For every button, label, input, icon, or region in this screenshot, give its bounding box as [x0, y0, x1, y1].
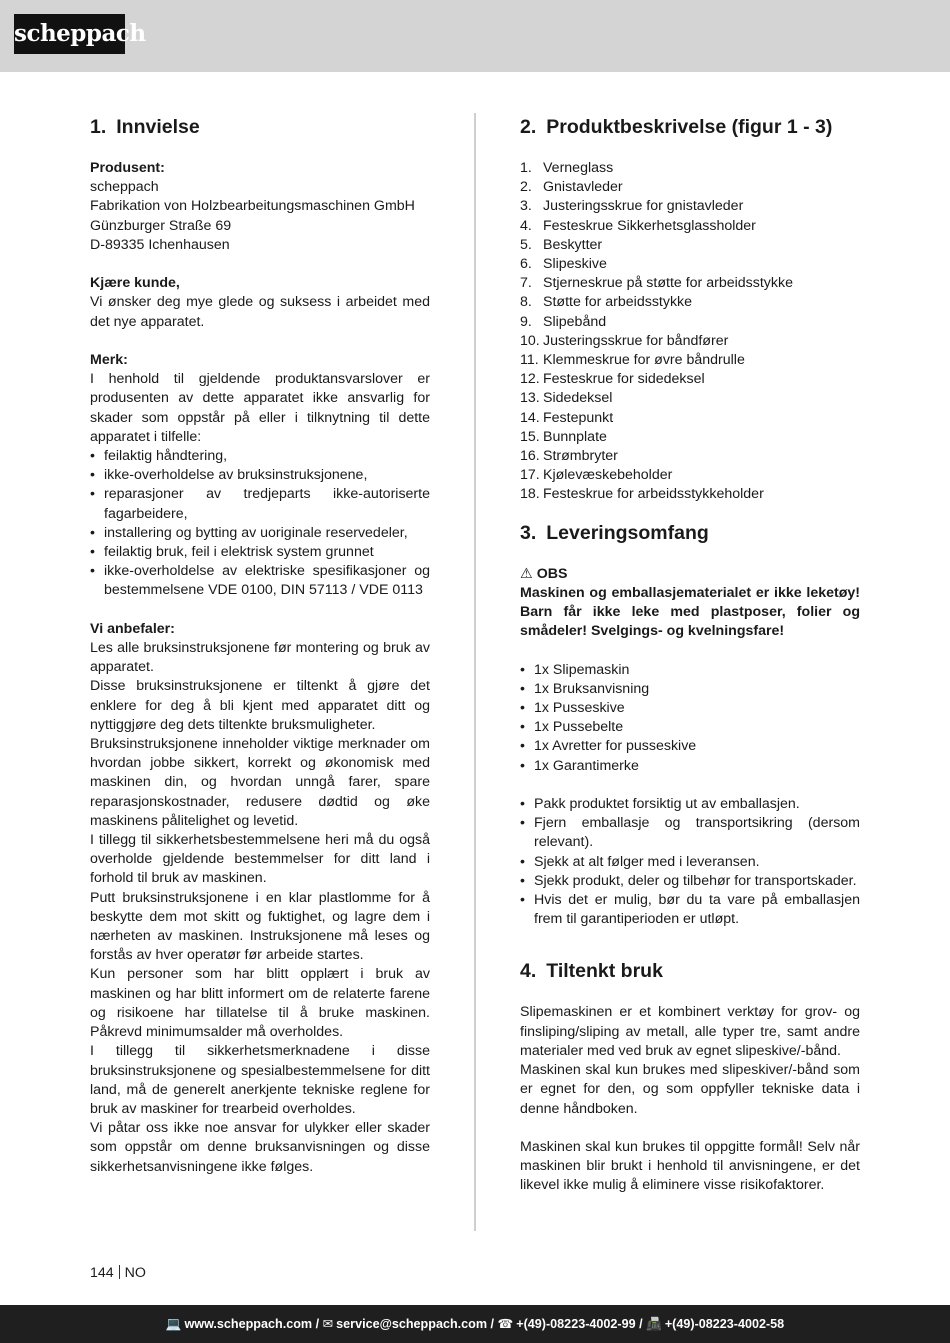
obs-text: Maskinen og emballasjematerialet er ikke leketøy! Barn får ikke leke med plastposer, folier og smådeler! Svelgings- og kvelningsfare!: [520, 584, 860, 640]
list-item: • 1x Bruksanvisning: [520, 680, 860, 699]
list-item: 7. Stjerneskrue på støtte for arbeidsstykke: [520, 275, 793, 292]
page-separator: [119, 1265, 120, 1279]
list-item: • reparasjoner av tredjeparts ikke-autoriserte fagarbeidere,: [90, 485, 430, 523]
column-divider: [474, 113, 476, 1231]
computer-icon: 💻: [165, 1317, 182, 1331]
list-item: • 1x Pussebelte: [520, 718, 860, 737]
list-item: • 1x Pusseskive: [520, 699, 860, 718]
recommend-paragraph: Bruksinstruksjonene inneholder viktige merknader om hvordan jobbe sikkert, korrekt og økonomisk med maskinen din, og hvordan unngå farer, spare reparasjonskostnader, redusere dødtid og øke maskinens pålitelighet og levetid.: [90, 736, 430, 829]
list-item: 3. Justeringsskrue for gnistavleder: [520, 198, 744, 215]
list-item: • 1x Avretter for pusseskive: [520, 737, 860, 756]
list-item: • ikke-overholdelse av elektriske spesifikasjoner og bestemmelsene VDE 0100, DIN 57113 / VDE 0113: [90, 562, 430, 600]
list-item: • ikke-overholdelse av bruksinstruksjonene,: [90, 466, 430, 485]
producer-address: scheppach Fabrikation von Holzbearbeitungsmaschinen GmbH Günzburger Straße 69 D-89335 Ichenhausen: [90, 179, 415, 253]
right-column: [520, 113, 860, 1196]
list-item: 18. Festeskrue for arbeidsstykkeholder: [520, 486, 764, 503]
scheppach-logo: scheppach: [14, 14, 125, 54]
list-item: • 1x Slipemaskin: [520, 661, 860, 680]
list-item: 5. Beskytter: [520, 236, 603, 253]
note-label: Merk:: [90, 352, 128, 368]
section-4-heading: 4. Tiltenkt bruk: [520, 960, 663, 983]
customer-text: Vi ønsker deg mye glede og suksess i arbeidet med det nye apparatet.: [90, 294, 430, 330]
list-item: • installering og bytting av uoriginale reservedeler,: [90, 524, 430, 543]
fax-icon: 📠: [646, 1317, 662, 1331]
unpack-list: [520, 795, 860, 929]
list-item: 10. Justeringsskrue for båndfører: [520, 332, 729, 349]
footer-email-link[interactable]: service@scheppach.com: [336, 1317, 488, 1331]
note-list: [90, 447, 430, 601]
note-text: I henhold til gjeldende produktansvarslover er produsenten av dette apparatet ikke ansvarlig for skader som oppstår på eller i tilknytning til dette apparatet i tilfelle:: [90, 371, 430, 445]
list-item: 11. Klemmeskrue for øvre båndrulle: [520, 352, 745, 369]
list-item: • 1x Garantimerke: [520, 757, 860, 776]
obs-label: ⚠ OBS: [520, 565, 568, 582]
list-item: • Sjekk produkt, deler og tilbehør for transportskader.: [520, 872, 860, 891]
section-1-heading: 1. Innvielse: [90, 116, 200, 138]
footer-bar: 💻 www.scheppach.com / ✉ service@scheppach.com / ☎ +(49)-08223-4002-99 / 📠 +(49)-08223-4002-58: [0, 1305, 950, 1343]
recommend-label: Vi anbefaler:: [90, 620, 175, 637]
header-bar: [0, 0, 950, 72]
footer-fax: +(49)-08223-4002-58: [664, 1317, 785, 1331]
list-item: 4. Festeskrue Sikkerhetsglassholder: [520, 217, 756, 234]
list-item: 13. Sidedeksel: [520, 390, 613, 407]
list-item: 8. Støtte for arbeidsstykke: [520, 294, 693, 311]
mail-icon: ✉: [322, 1317, 334, 1331]
producer-label: Produsent:: [90, 160, 165, 176]
footer-phone: +(49)-08223-4002-99: [516, 1317, 636, 1331]
recommend-paragraph: I tillegg til sikkerhetsmerknadene i disse bruksinstruksjonene og spesialbestemmelsene for ditt land, må de generelt anerkjente tekniske reglene for bruk av maskiner for trearbeid overholdes.: [90, 1043, 430, 1117]
list-item: 17. Kjølevæskebeholder: [520, 467, 673, 484]
use-paragraph: Slipemaskinen er et kombinert verktøy for grov- og finsliping/sliping av metall, alle typer tre, samt andre materialer med ved bruk av egnet slipeskive/-bånd.: [520, 1004, 860, 1059]
section-2-heading: 2. Produktbeskrivelse (figur 1 - 3): [520, 116, 833, 138]
list-item: • Sjekk at alt følger med i leveransen.: [520, 853, 860, 872]
recommend-paragraph: Vi påtar oss ikke noe ansvar for ulykker eller skader som oppstår om denne bruksanvisningen og disse sikkerhetsanvisningene ikke følges.: [90, 1120, 430, 1175]
list-item: 16. Strømbryter: [520, 448, 618, 465]
list-item: • feilaktig håndtering,: [90, 447, 430, 466]
recommend-paragraph: Disse bruksinstruksjonene er tiltenkt å gjøre det enklere for deg å bli kjent med apparatet ditt og nyttiggjøre deg dets tiltenkte bruksmuligheter.: [90, 678, 430, 733]
list-item: • Pakk produktet forsiktig ut av emballasjen.: [520, 795, 860, 814]
list-item: 9. Slipebånd: [520, 313, 607, 330]
left-column: [90, 113, 430, 1177]
warning-icon: ⚠: [520, 565, 533, 582]
scope-list: [520, 661, 860, 776]
use-paragraph: Maskinen skal kun brukes til oppgitte formål! Selv når maskinen blir brukt i henhold til anvisningene, er det likevel ikke mulig å eliminere visse risikofaktorer.: [520, 1138, 860, 1194]
recommend-paragraph: Putt bruksinstruksjonene i en klar plastlomme for å beskytte dem mot skitt og fuktighet, og lagre dem i nærheten av maskinen. Instruksjonene må leses og forstås av hver operatør før arbeide startes.: [90, 889, 430, 964]
footer-web-link[interactable]: www.scheppach.com: [184, 1317, 313, 1331]
section-3-heading: 3. Leveringsomfang: [520, 521, 709, 544]
parts-list: [520, 159, 860, 505]
list-item: 12. Festeskrue for sidedeksel: [520, 371, 705, 388]
list-item: 14. Festepunkt: [520, 409, 614, 426]
list-item: 1. Verneglass: [520, 160, 614, 176]
use-paragraph: Maskinen skal kun brukes med slipeskiver/-bånd som er egnet for den, og som oppfyller tekniske data i denne håndboken.: [520, 1062, 860, 1117]
list-item: 2. Gnistavleder: [520, 179, 623, 196]
phone-icon: ☎: [497, 1317, 514, 1331]
recommend-paragraph: I tillegg til sikkerhetsbestemmelsene heri må du også overholde gjeldende bestemmelser for ditt land i forhold til bruk av maskinen.: [90, 832, 430, 887]
recommend-paragraph: Les alle bruksinstruksjonene før montering og bruk av apparatet.: [90, 640, 430, 676]
recommend-paragraph: Kun personer som har blitt opplært i bruk av maskinen og har blitt informert om de relaterte farene og risikoene har tillatelse til å bruke maskinen. Påkrevd minimumsalder må overholdes.: [90, 966, 430, 1041]
list-item: • Hvis det er mulig, bør du ta vare på emballasjen frem til garantiperioden er utløpt.: [520, 891, 860, 929]
list-item: • feilaktig bruk, feil i elektrisk system grunnet: [90, 543, 430, 562]
customer-label: Kjære kunde,: [90, 275, 180, 292]
list-item: 15. Bunnplate: [520, 428, 607, 445]
list-item: 6. Slipeskive: [520, 256, 607, 273]
page-number: 144 NO: [90, 1265, 146, 1281]
list-item: • Fjern emballasje og transportsikring (dersom relevant).: [520, 814, 860, 852]
